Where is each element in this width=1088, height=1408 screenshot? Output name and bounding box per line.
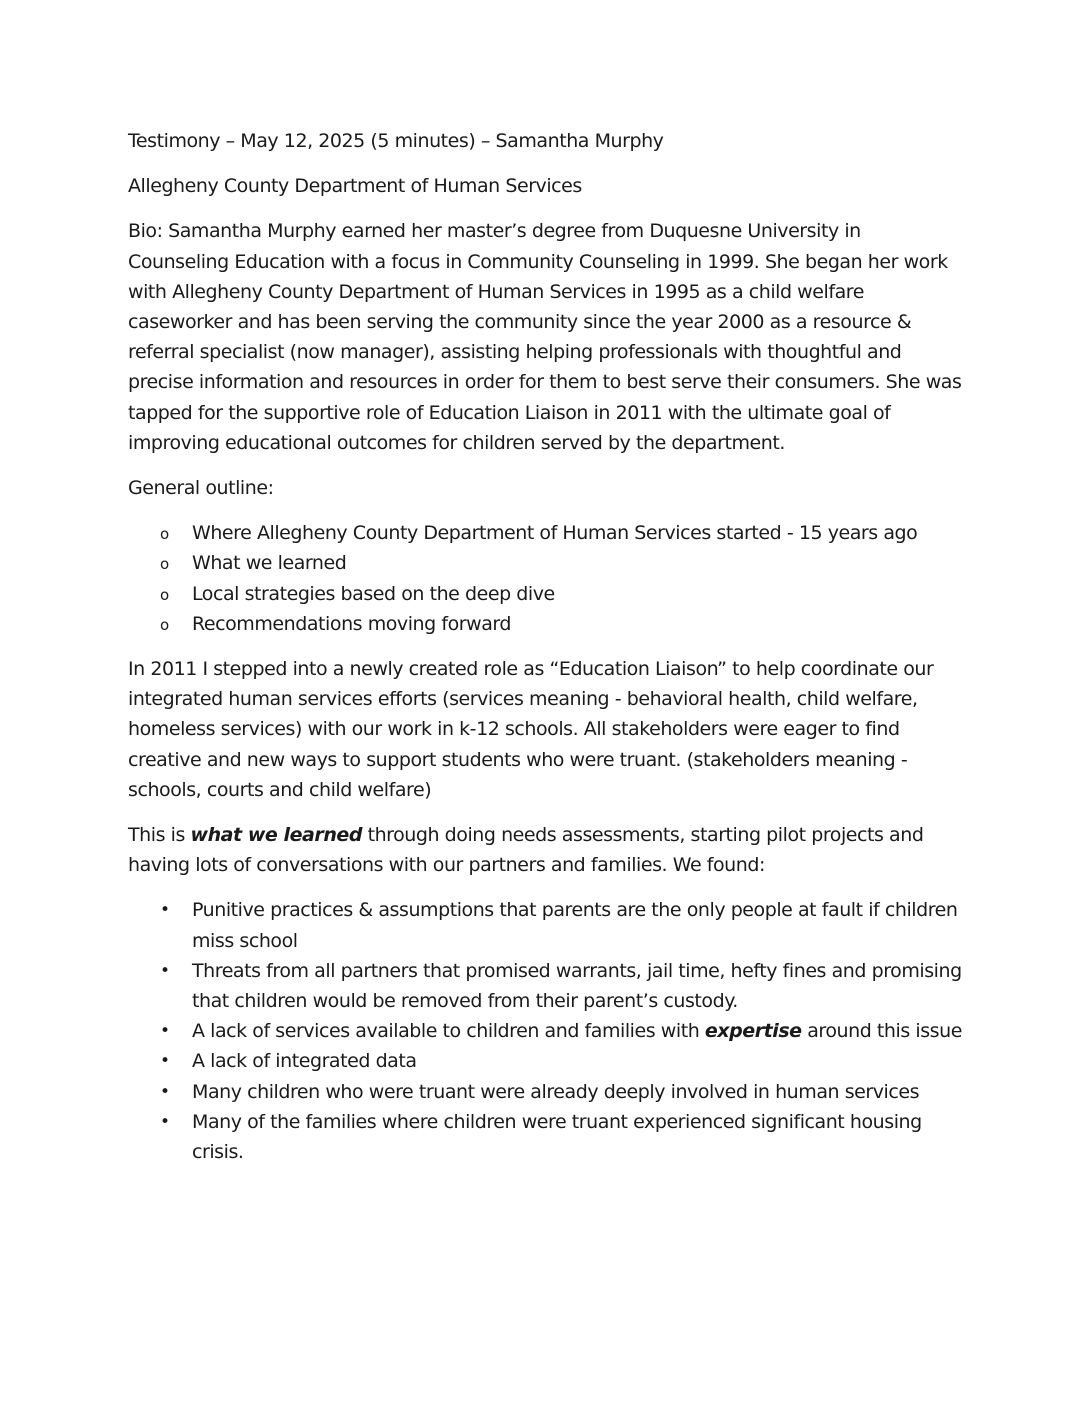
circle-bullet-icon: o [160, 615, 169, 634]
organization-name: Allegheny County Department of Human Services [128, 175, 582, 198]
finding-item-text [192, 1020, 962, 1042]
finding-text-after: around this issue [801, 1020, 962, 1043]
outline-item [128, 609, 962, 639]
bullet-icon: • [160, 900, 170, 921]
outline-item-text: Where Allegheny County Department of Human Services started - 15 years ago [192, 522, 918, 545]
finding-text-before: A lack of services available to children and families with [192, 1020, 705, 1043]
bullet-icon: • [160, 1081, 170, 1102]
finding-emphasis: expertise [704, 1020, 802, 1043]
bullet-icon: • [160, 960, 170, 981]
learned-paragraph [128, 820, 962, 880]
bullet-icon: • [160, 1051, 170, 1072]
circle-bullet-icon: o [160, 555, 169, 574]
findings-list [128, 895, 962, 1167]
learned-text-after: through doing needs assessments, starting pilot projects and having lots of conversations with our partners and families. We found: [128, 824, 924, 877]
document-page [128, 126, 962, 1182]
finding-item-text: Punitive practices & assumptions that parents are the only people at fault if children miss school [192, 899, 958, 952]
finding-item-text: A lack of integrated data [192, 1050, 417, 1073]
outline-item [128, 518, 962, 548]
finding-item [128, 956, 962, 1016]
finding-item [128, 1046, 962, 1076]
outline-item-text: What we learned [192, 552, 347, 575]
outline-item [128, 548, 962, 578]
finding-item [128, 1077, 962, 1107]
circle-bullet-icon: o [160, 585, 169, 604]
outline-heading: General outline: [128, 477, 274, 500]
finding-item-text: Many children who were truant were already deeply involved in human services [192, 1080, 920, 1103]
finding-item-text: Many of the families where children were truant experienced significant housing crisis. [192, 1110, 922, 1164]
learned-emphasis: what we learned [190, 824, 362, 847]
finding-item-text: Threats from all partners that promised warrants, jail time, hefty fines and promising that children would be removed from their parent’s custody. [192, 959, 962, 1013]
bullet-icon: • [160, 1021, 170, 1042]
circle-bullet-icon: o [160, 525, 169, 544]
bullet-icon: • [160, 1111, 170, 1132]
outline-item-text: Recommendations moving forward [192, 612, 512, 635]
finding-item [128, 895, 962, 955]
finding-item [128, 1016, 962, 1046]
bio-paragraph: Bio: Samantha Murphy earned her master’s degree from Duquesne University in Counseling Education with a focus in Community Counseling in 1999. She began her work with Allegheny County Department of Human Services in 1995 as a child welfare caseworker and has been serving the community since the year 2000 as a resource & referral specialist (now manager), assisting helping professionals with thoughtful and precise information and resources in order for them to best serve their consumers. She was tapped for the supportive role of Education Liaison in 2011 with the ultimate goal of improving educational outcomes for children served by the department. [128, 220, 962, 454]
finding-item [128, 1107, 962, 1167]
liaison-paragraph: In 2011 I stepped into a newly created role as “Education Liaison” to help coordinate our integrated human services efforts (services meaning - behavioral health, child welfare, homeless services) with our work in k-12 schools. All stakeholders were eager to find creative and new ways to support students who were truant. (stakeholders meaning - schools, courts and child welfare) [128, 658, 934, 801]
outline-item-text: Local strategies based on the deep dive [192, 582, 555, 605]
document-title-line: Testimony – May 12, 2025 (5 minutes) – Samantha Murphy [128, 130, 664, 152]
learned-text-before: This is [128, 824, 191, 847]
outline-list [128, 518, 962, 639]
outline-item [128, 579, 962, 609]
